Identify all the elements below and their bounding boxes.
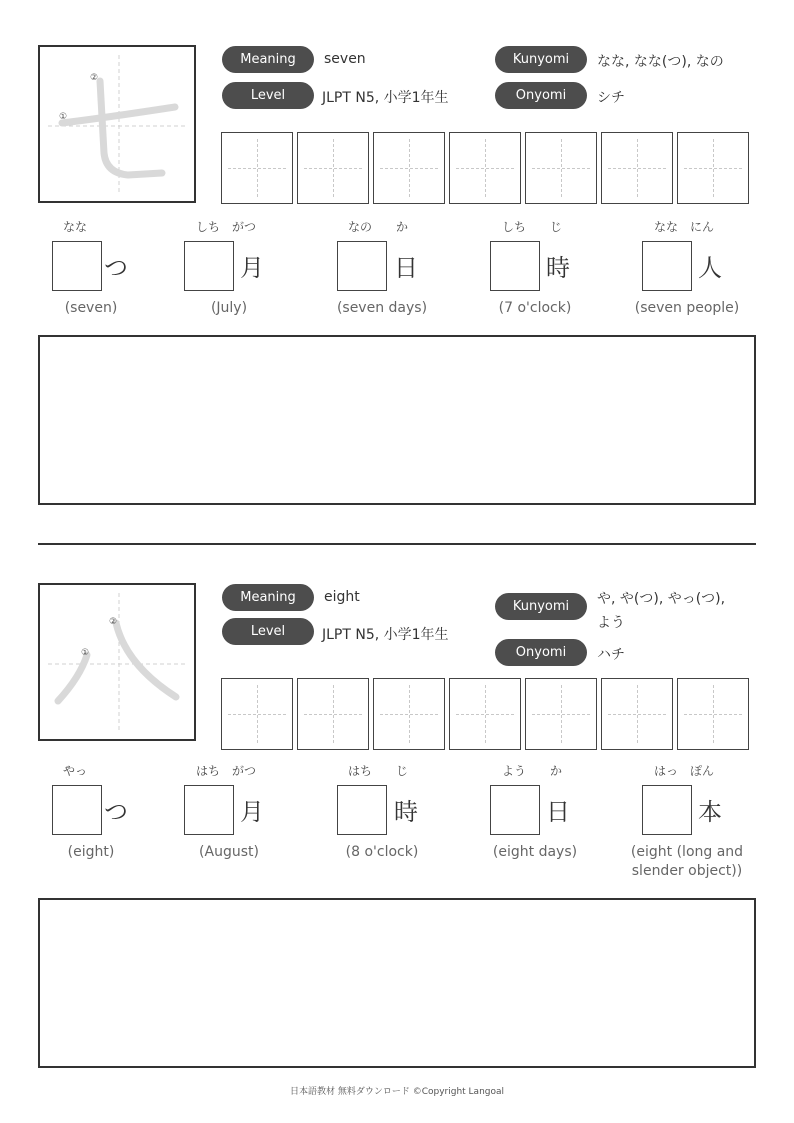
word-gloss: (8 o'clock) [345, 844, 419, 860]
word-suffix: 本 [698, 798, 722, 826]
word-furigana: はっ ぽん [654, 764, 715, 778]
word-suffix: つ [104, 798, 128, 826]
practice-cell[interactable] [449, 678, 521, 750]
footer-copyright: 日本語教材 無料ダウンロード ©Copyright Langoal [289, 1087, 505, 1097]
word-blank-box[interactable] [337, 785, 387, 835]
practice-cell[interactable] [297, 678, 369, 750]
word-suffix: 人 [698, 254, 722, 282]
level-label: Level [222, 82, 314, 109]
word-furigana: しち じ [502, 220, 563, 234]
practice-cell[interactable] [449, 132, 521, 204]
practice-cell[interactable] [677, 678, 749, 750]
word-gloss: (eight) [67, 844, 115, 860]
onyomi-value: ハチ [597, 647, 625, 663]
word-suffix: 月 [240, 798, 264, 826]
word-blank-box[interactable] [52, 785, 102, 835]
word-suffix: 月 [240, 254, 264, 282]
word-gloss: (eight days) [492, 844, 578, 860]
practice-cell[interactable] [525, 132, 597, 204]
practice-cell[interactable] [525, 678, 597, 750]
word-suffix: 時 [546, 254, 570, 282]
kunyomi-label: Kunyomi [495, 593, 587, 620]
word-gloss: (seven people) [634, 300, 740, 316]
onyomi-label: Onyomi [495, 82, 587, 109]
meaning-label: Meaning [222, 46, 314, 73]
kanji-section-seven [0, 0, 794, 540]
level-value: JLPT N5, 小学1年生 [322, 627, 449, 643]
practice-cell[interactable] [601, 678, 673, 750]
word-gloss: (eight (long and slender object)) [630, 844, 744, 879]
practice-cell[interactable] [373, 132, 445, 204]
stroke-number-1: ① [59, 112, 68, 122]
word-suffix: つ [104, 254, 128, 282]
kanji-stroke-box [38, 45, 196, 203]
practice-cell[interactable] [297, 132, 369, 204]
word-suffix: 日 [394, 254, 418, 282]
kunyomi-value-line2: よう [597, 615, 625, 631]
level-value: JLPT N5, 小学1年生 [322, 90, 449, 106]
onyomi-label: Onyomi [495, 639, 587, 666]
practice-cell[interactable] [221, 132, 293, 204]
kanji-stroke-diagram [40, 585, 194, 739]
word-blank-box[interactable] [52, 241, 102, 291]
word-gloss: (7 o'clock) [498, 300, 572, 316]
word-gloss: (August) [199, 844, 259, 860]
word-gloss: (July) [210, 300, 248, 316]
meaning-label: Meaning [222, 584, 314, 611]
word-gloss: (seven) [64, 300, 118, 316]
practice-cell[interactable] [677, 132, 749, 204]
kunyomi-value: なな, なな(つ), なの [597, 54, 724, 70]
practice-cell[interactable] [601, 132, 673, 204]
kanji-stroke-box [38, 583, 196, 741]
kanji-stroke-diagram [40, 47, 194, 201]
word-suffix: 時 [394, 798, 418, 826]
meaning-value: seven [324, 51, 366, 67]
kunyomi-label: Kunyomi [495, 46, 587, 73]
stroke-number-1: ① [81, 648, 90, 658]
word-blank-box[interactable] [642, 241, 692, 291]
word-suffix: 日 [546, 798, 570, 826]
practice-cell[interactable] [221, 678, 293, 750]
writing-answer-area[interactable] [38, 898, 756, 1068]
word-furigana: はち じ [348, 764, 409, 778]
level-label: Level [222, 618, 314, 645]
word-furigana: なの か [348, 220, 409, 234]
meaning-value: eight [324, 589, 360, 605]
word-furigana: なな [63, 220, 88, 234]
onyomi-value: シチ [597, 90, 625, 106]
word-furigana: しち がつ [196, 220, 257, 234]
word-blank-box[interactable] [184, 241, 234, 291]
word-blank-box[interactable] [184, 785, 234, 835]
word-blank-box[interactable] [490, 785, 540, 835]
stroke-number-2: ② [90, 73, 99, 83]
writing-answer-area[interactable] [38, 335, 756, 505]
word-blank-box[interactable] [337, 241, 387, 291]
word-blank-box[interactable] [490, 241, 540, 291]
kanji-section-eight [0, 538, 794, 1078]
stroke-number-2: ② [109, 617, 118, 627]
word-furigana: はち がつ [196, 764, 257, 778]
word-gloss: (seven days) [336, 300, 428, 316]
word-furigana: やっ [63, 764, 88, 778]
word-furigana: なな にん [654, 220, 715, 234]
word-furigana: よう か [502, 764, 563, 778]
practice-cell[interactable] [373, 678, 445, 750]
kunyomi-value: や, や(つ), やっ(つ), [597, 591, 726, 607]
word-blank-box[interactable] [642, 785, 692, 835]
